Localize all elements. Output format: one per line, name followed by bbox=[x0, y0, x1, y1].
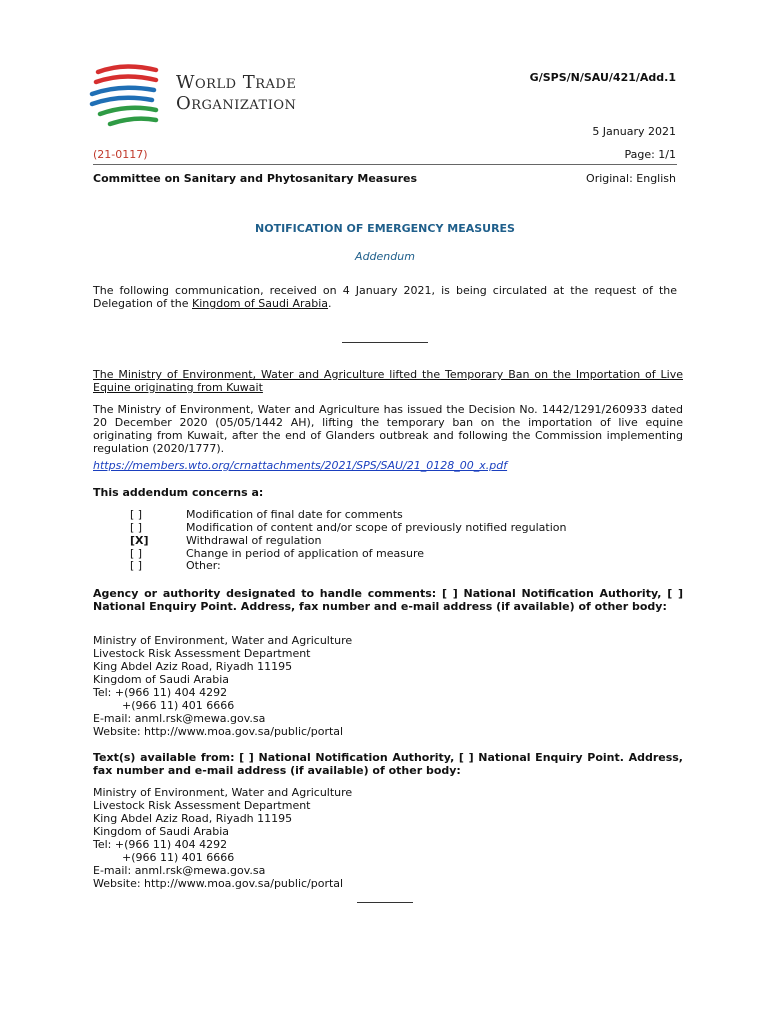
address-line: Tel: +(966 11) 404 4292 bbox=[93, 686, 228, 699]
address-line: Kingdom of Saudi Arabia bbox=[93, 825, 230, 838]
body-heading: The Ministry of Environment, Water and Agriculture lifted the Temporary Ban on the Importation of Live Equine originating from Kuwait bbox=[93, 368, 683, 394]
concern-label: Withdrawal of regulation bbox=[186, 534, 322, 547]
body-paragraph: The Ministry of Environment, Water and Agriculture has issued the Decision No. 1442/1291/260933 dated 20 December 2020 (05/05/1442 AH), lifting the temporary ban on the importation of live equine originating from Kuwait, after the end of Glanders outbreak and following the Commission implementing regulation (2020/1777). bbox=[93, 403, 683, 455]
concern-label: Modification of final date for comments bbox=[186, 508, 403, 521]
concern-label: Change in period of application of measure bbox=[186, 547, 425, 560]
address-line: Tel: +(966 11) 404 4292 bbox=[93, 838, 228, 851]
address-line: +(966 11) 401 6666 bbox=[122, 699, 235, 712]
intro-end: . bbox=[328, 297, 332, 310]
checkbox[interactable]: [ ] bbox=[130, 508, 143, 521]
address-line: Ministry of Environment, Water and Agriculture bbox=[93, 634, 353, 647]
intro-country: Kingdom of Saudi Arabia bbox=[192, 297, 329, 310]
address-line: Livestock Risk Assessment Department bbox=[93, 799, 311, 812]
agency-address bbox=[93, 634, 593, 738]
intro-text: The following communication, received on 4 January 2021, is being circulated at the request of the Delegation of the bbox=[93, 284, 677, 310]
address-line: Website: http://www.moa.gov.sa/public/portal bbox=[93, 877, 344, 890]
concern-item bbox=[130, 509, 650, 521]
logo-line-1: World Trade bbox=[176, 72, 297, 93]
address-line: Website: http://www.moa.gov.sa/public/portal bbox=[93, 725, 344, 738]
texts-address bbox=[93, 786, 593, 890]
committee-name: Committee on Sanitary and Phytosanitary Measures bbox=[93, 172, 418, 185]
address-line: Livestock Risk Assessment Department bbox=[93, 647, 311, 660]
logo-line-2: Organization bbox=[176, 93, 297, 114]
address-line: +(966 11) 401 6666 bbox=[122, 851, 235, 864]
checkbox[interactable]: [ ] bbox=[130, 521, 143, 534]
address-line: E-mail: anml.rsk@mewa.gov.sa bbox=[93, 712, 266, 725]
header-divider bbox=[93, 164, 677, 165]
document-date: 5 January 2021 bbox=[592, 125, 676, 138]
notification-title: NOTIFICATION OF EMERGENCY MEASURES bbox=[255, 222, 515, 235]
page-number: Page: 1/1 bbox=[624, 148, 676, 161]
address-line: Ministry of Environment, Water and Agriculture bbox=[93, 786, 353, 799]
concerns-heading: This addendum concerns a: bbox=[93, 486, 264, 499]
address-line: King Abdel Aziz Road, Riyadh 11195 bbox=[93, 660, 293, 673]
end-divider bbox=[357, 902, 413, 903]
address-line: Kingdom of Saudi Arabia bbox=[93, 673, 230, 686]
checkbox[interactable]: [ ] bbox=[130, 547, 143, 560]
address-line: King Abdel Aziz Road, Riyadh 11195 bbox=[93, 812, 293, 825]
concern-label: Other: bbox=[186, 559, 221, 572]
texts-heading: Text(s) available from: [ ] National Notification Authority, [ ] National Enquiry Point. Address, fax number and e-mail address (if available) of other body: bbox=[93, 751, 683, 777]
addendum-subtitle: Addendum bbox=[355, 250, 415, 263]
concern-item bbox=[130, 522, 650, 534]
checkbox[interactable]: [ ] bbox=[130, 559, 143, 572]
address-line: E-mail: anml.rsk@mewa.gov.sa bbox=[93, 864, 266, 877]
checkbox-checked[interactable]: [X] bbox=[130, 534, 149, 547]
original-language: Original: English bbox=[586, 172, 676, 185]
concern-item bbox=[130, 535, 650, 547]
intro-paragraph bbox=[93, 284, 677, 310]
agency-heading: Agency or authority designated to handle comments: [ ] National Notification Authority, [ ] National Enquiry Point. Address, fax number and e-mail address (if available) of other body: bbox=[93, 587, 683, 613]
section-divider bbox=[342, 342, 428, 343]
wto-logo bbox=[84, 58, 166, 130]
concern-item bbox=[130, 560, 650, 572]
wto-emblem-icon bbox=[84, 58, 166, 130]
concern-label: Modification of content and/or scope of previously notified regulation bbox=[186, 521, 567, 534]
attachment-link[interactable]: https://members.wto.org/crnattachments/2021/SPS/SAU/21_0128_00_x.pdf bbox=[93, 459, 508, 472]
reference-number: (21-0117) bbox=[93, 148, 148, 161]
document-symbol: G/SPS/N/SAU/421/Add.1 bbox=[529, 71, 676, 84]
